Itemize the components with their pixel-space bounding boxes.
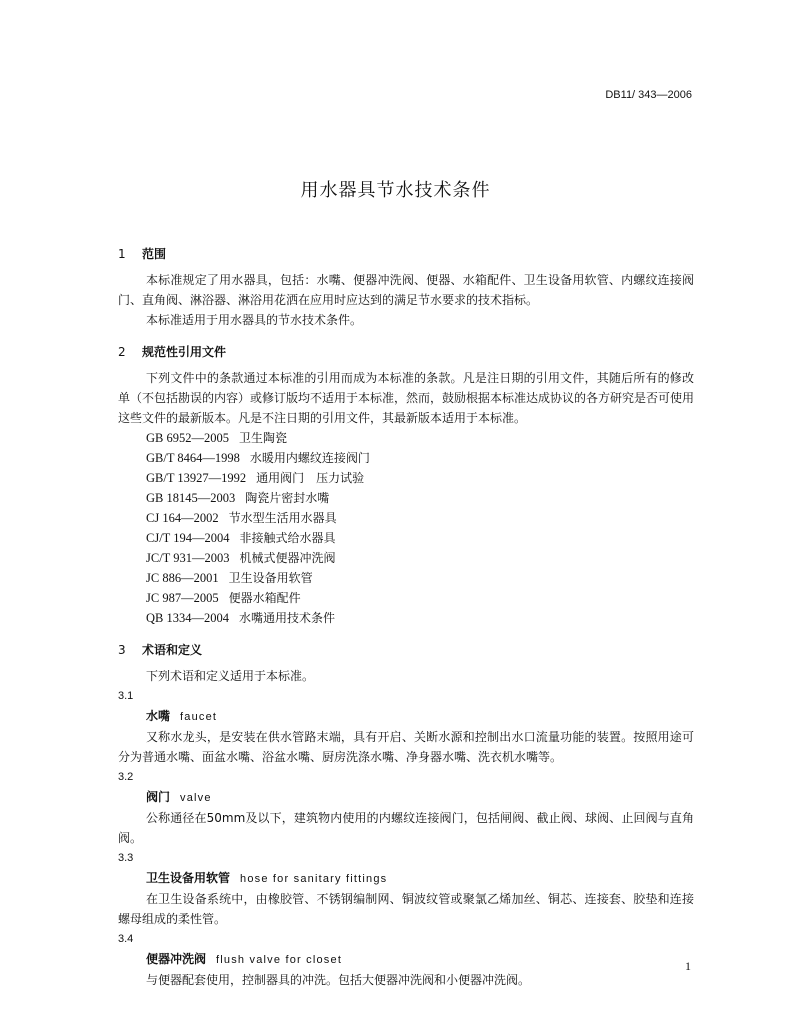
reference-list — [118, 428, 694, 628]
term-heading — [118, 787, 694, 808]
reference-item — [118, 448, 694, 468]
document-body — [118, 236, 694, 990]
paragraph: 下列术语和定义适用于本标准。 — [146, 669, 315, 683]
paragraph: 本标准适用于用水器具的节水技术条件。 — [146, 313, 363, 327]
reference-item — [118, 548, 694, 568]
term-number: 3.2 — [118, 771, 134, 783]
term-zh: 阀门 — [146, 790, 171, 804]
term-list — [118, 686, 694, 990]
reference-item — [118, 568, 694, 588]
page-number: 1 — [685, 959, 691, 973]
term-en: hose for sanitary fittings — [240, 873, 388, 885]
reference-item — [118, 588, 694, 608]
reference-name: 水暖用内螺纹连接阀门 — [249, 451, 370, 465]
term-zh: 便器冲洗阀 — [146, 952, 207, 966]
reference-name: 卫生陶瓷 — [239, 431, 288, 445]
reference-item — [118, 488, 694, 508]
reference-code: GB/T 8464—1998 — [146, 451, 240, 465]
section-heading — [118, 342, 694, 362]
section-title: 范围 — [142, 247, 167, 261]
reference-code: JC 886—2001 — [146, 571, 219, 585]
reference-name: 节水型生活用水器具 — [228, 511, 337, 525]
term-heading — [118, 868, 694, 889]
term-definition: 又称水龙头，是安装在供水管路末端，具有开启、关断水源和控制出水口流量功能的装置。按照用途可分为普通水嘴、面盆水嘴、浴盆水嘴、厨房洗涤水嘴、净身器水嘴、洗衣机水嘴等。 — [118, 730, 694, 764]
reference-name: 机械式便器冲洗阀 — [239, 551, 336, 565]
reference-name: 通用阀门 压力试验 — [256, 471, 365, 485]
reference-item — [118, 608, 694, 628]
term-number: 3.3 — [118, 852, 134, 864]
page-title: 用水器具节水技术条件 — [300, 180, 491, 201]
reference-code: GB 18145—2003 — [146, 491, 236, 505]
section-number: 2 — [118, 345, 126, 359]
section-number: 3 — [118, 643, 126, 657]
term-zh: 水嘴 — [146, 709, 171, 723]
reference-item — [118, 428, 694, 448]
term-zh: 卫生设备用软管 — [146, 871, 231, 885]
paragraph: 下列文件中的条款通过本标准的引用而成为本标准的条款。凡是注日期的引用文件，其随后所有的修改单（不包括勘误的内容）或修订版均不适用于本标准，然而，鼓励根据本标准达成协议的各方研究是否可使用这些文件的最新版本。凡是不注日期的引用文件，其最新版本适用于本标准。 — [118, 371, 695, 425]
section-number: 1 — [118, 247, 126, 261]
reference-code: GB 6952—2005 — [146, 431, 229, 445]
reference-item — [118, 508, 694, 528]
reference-code: JC 987—2005 — [146, 591, 219, 605]
section-title: 术语和定义 — [142, 643, 203, 657]
term-en: valve — [180, 792, 212, 804]
reference-code: JC/T 931—2003 — [146, 551, 230, 565]
paragraph: 本标准规定了用水器具，包括：水嘴、便器冲洗阀、便器、水箱配件、卫生设备用软管、内螺纹连接阀门、直角阀、淋浴器、淋浴用花洒在应用时应达到的满足节水要求的技术指标。 — [118, 273, 694, 307]
reference-name: 陶瓷片密封水嘴 — [245, 491, 330, 505]
reference-name: 水嘴通用技术条件 — [239, 611, 336, 625]
reference-item — [118, 528, 694, 548]
term-en: faucet — [180, 711, 218, 723]
reference-code: QB 1334—2004 — [146, 611, 229, 625]
section-heading — [118, 640, 694, 660]
reference-code: GB/T 13927—1992 — [146, 471, 247, 485]
reference-code: CJ/T 194—2004 — [146, 531, 230, 545]
reference-item — [118, 468, 694, 488]
reference-name: 便器水箱配件 — [228, 591, 301, 605]
term-en: flush valve for closet — [216, 954, 343, 966]
standard-id: DB11/ 343—2006 — [605, 89, 692, 101]
reference-code: CJ 164—2002 — [146, 511, 219, 525]
section-title: 规范性引用文件 — [142, 345, 227, 359]
term-definition: 与便器配套使用，控制器具的冲洗。包括大便器冲洗阀和小便器冲洗阀。 — [146, 973, 531, 987]
term-heading — [118, 706, 694, 727]
term-number: 3.1 — [118, 690, 134, 702]
reference-name: 卫生设备用软管 — [228, 571, 313, 585]
term-heading — [118, 949, 694, 970]
term-definition: 在卫生设备系统中，由橡胶管、不锈钢编制网、铜波纹管或聚氯乙烯加丝、铜芯、连接套、胶垫和连接螺母组成的柔性管。 — [118, 892, 694, 926]
section-heading — [118, 244, 694, 264]
reference-name: 非接触式给水器具 — [239, 531, 336, 545]
term-definition: 公称通径在50mm及以下，建筑物内使用的内螺纹连接阀门，包括闸阀、截止阀、球阀、止回阀与直角阀。 — [118, 811, 694, 845]
term-number: 3.4 — [118, 933, 134, 945]
